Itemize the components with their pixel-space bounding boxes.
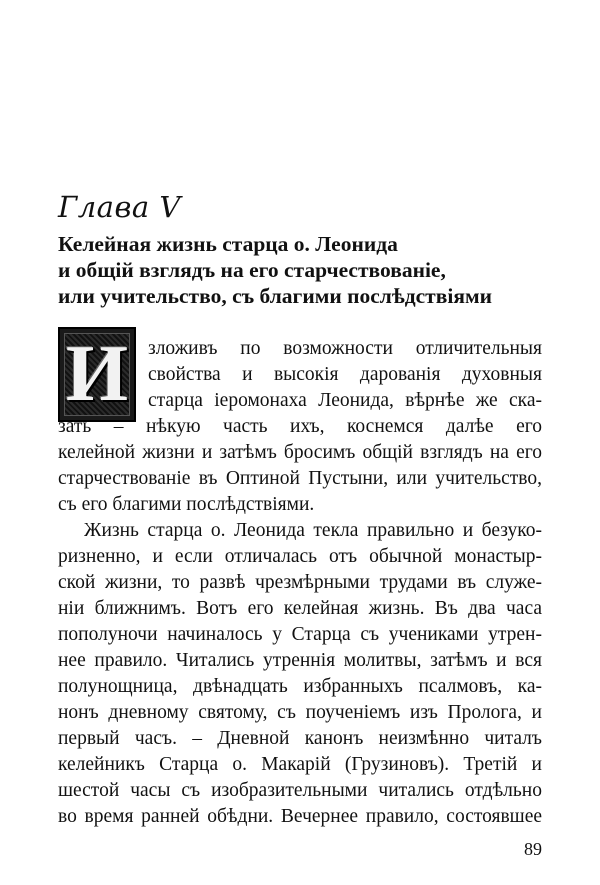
body-text-line: ніи ближнимъ. Вотъ его келейная жизнь. Въ два часа (58, 598, 542, 619)
body-text-line: зать – нѣкую часть ихъ, коснемся далѣе его (58, 416, 542, 437)
body-text-line: съ его благими послѣдствіями. (58, 494, 315, 515)
chapter-title (58, 231, 492, 309)
body-text-line: старчествованіе въ Оптиной Пустыни, или учительство, (58, 468, 542, 489)
body-text-line: пополуночи начиналось у Старца съ учениками утрен- (58, 624, 542, 645)
body-text-line: нее правило. Читались утреннія молитвы, затѣмъ и вся (58, 650, 542, 671)
body-text-line: келейникъ Старца о. Макарій (Грузиновъ). Третій и (58, 754, 542, 775)
chapter-title-line: и общій взглядъ на его старчествованіе, (58, 258, 446, 282)
body-text-line: Жизнь старца о. Леонида текла правильно и безуко- (84, 520, 542, 541)
chapter-label: Глава V (58, 190, 181, 224)
body-text-line: келейной жизни и затѣмъ бросимъ общій взглядъ на его (58, 442, 542, 463)
body-text-line: нонъ дневному святому, съ поученіемъ изъ Пролога, и (58, 702, 542, 723)
body-text-line: первый часъ. – Дневной канонъ неизмѣнно читалъ (58, 728, 542, 749)
drop-cap-letter: И (65, 330, 129, 418)
body-text-line: полунощница, двѣнадцать избранныхъ псалмовъ, ка- (58, 676, 542, 697)
body-text-line: свойства и высокія дарованія духовныя (148, 364, 542, 385)
body-text-line: старца іеромонаха Леонида, вѣрнѣе же ска- (148, 390, 542, 411)
chapter-title-line: Келейная жизнь старца о. Леонида (58, 232, 398, 256)
body-text-line: ской жизни, то развѣ чрезмѣрными трудами въ служе- (58, 572, 542, 593)
body-text-line: зложивъ по возможности отличительныя (148, 338, 542, 359)
drop-cap-initial (58, 327, 136, 422)
body-text-line: шестой часы съ изобразительными читались отдѣльно (58, 780, 542, 801)
chapter-title-line: или учительство, съ благими послѣдствіями (58, 284, 492, 308)
page-number: 89 (524, 839, 542, 859)
body-text-line: ризненно, и если отличалась отъ обычной монастыр- (58, 546, 542, 567)
body-text-line: во время ранней обѣдни. Вечернее правило, состоявшее (58, 806, 542, 827)
